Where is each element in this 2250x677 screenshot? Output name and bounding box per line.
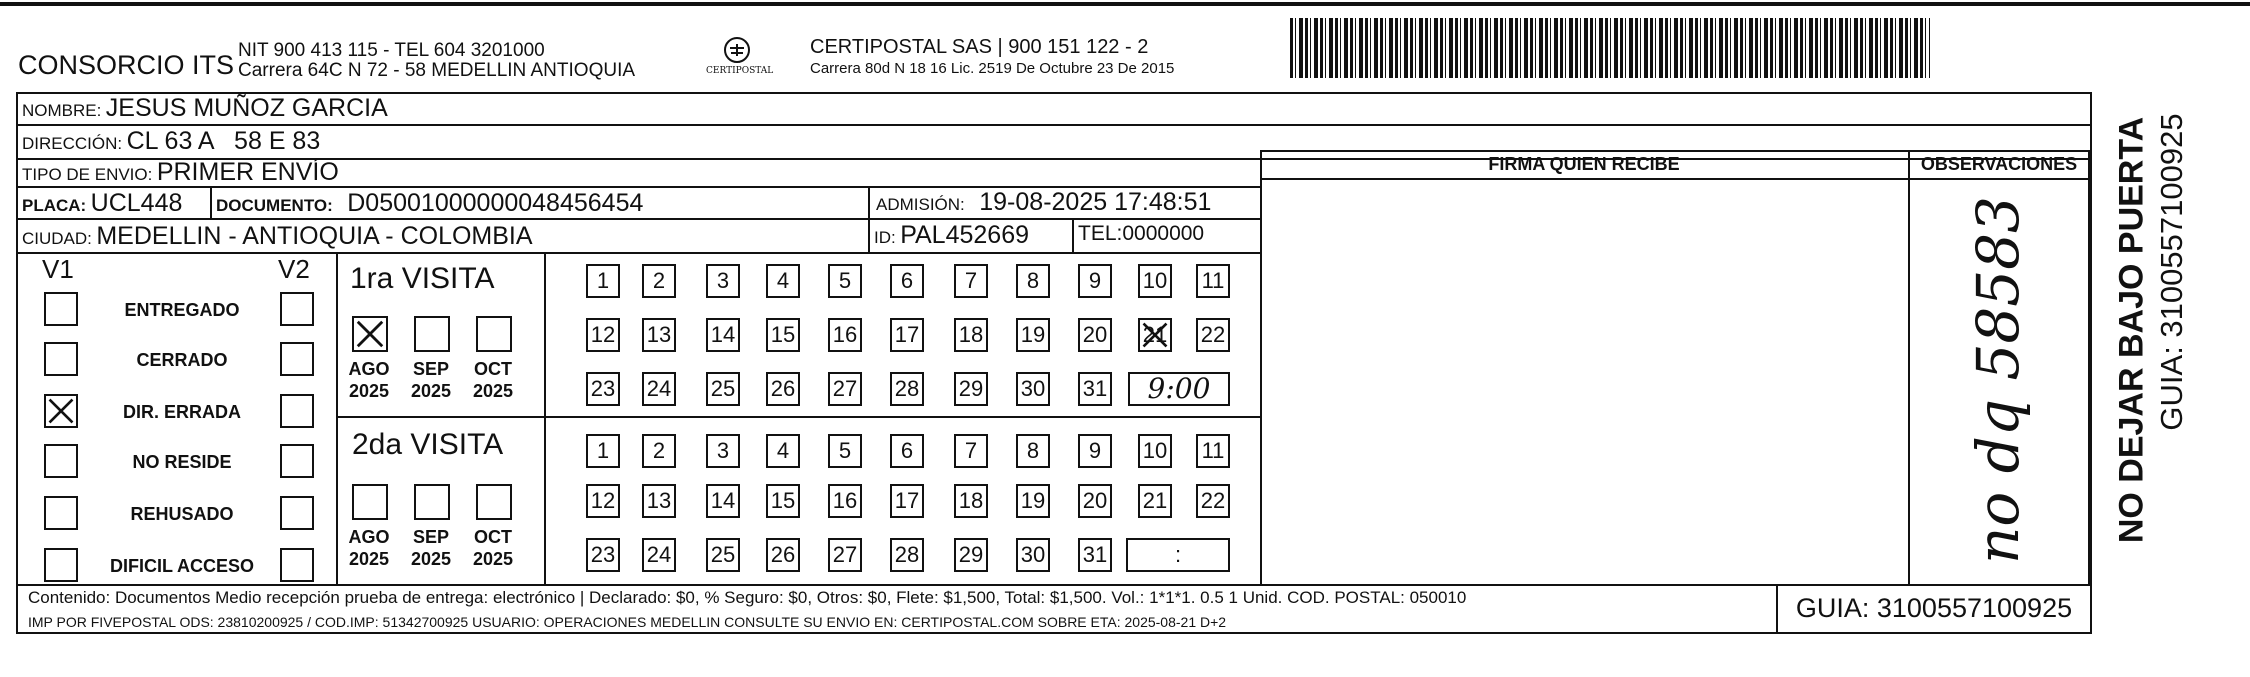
footer-contenido: Contenido: Documentos Medio recepción prueba de entrega: electrónico | Declarado: $0, % Seguro: $0, Otros: $0, Flete: $1,500, Total: $1,500. Vol.: 1*1*1. 0.5 1 Unid. COD. POSTAL: 050010 bbox=[28, 588, 1467, 607]
v2-checkbox[interactable] bbox=[280, 548, 314, 582]
tipo-value: PRIMER ENVÍO bbox=[156, 158, 339, 186]
second-day-box[interactable]: 4 bbox=[766, 434, 800, 468]
ciudad-row bbox=[22, 222, 533, 251]
first-visit-title: 1ra VISITA bbox=[350, 262, 495, 295]
ciudad-value: MEDELLIN - ANTIOQUIA - COLOMBIA bbox=[96, 222, 533, 250]
nombre-value: JESUS MUÑOZ GARCIA bbox=[105, 94, 388, 122]
first-day-box[interactable]: 30 bbox=[1016, 372, 1050, 406]
second-day-box[interactable]: 26 bbox=[766, 538, 800, 572]
first-month-label: AGO 2025 bbox=[348, 359, 390, 401]
company-nit: NIT 900 413 115 - TEL 604 3201000 bbox=[238, 40, 545, 61]
second-day-box[interactable]: 16 bbox=[828, 484, 862, 518]
firma-header: FIRMA QUIEN RECIBE bbox=[1488, 154, 1680, 174]
first-day-box[interactable]: 26 bbox=[766, 372, 800, 406]
second-time-box[interactable]: : bbox=[1126, 538, 1230, 572]
nombre-label: NOMBRE: bbox=[22, 101, 102, 120]
first-day-box[interactable]: 9 bbox=[1078, 264, 1112, 298]
v1-checkbox[interactable] bbox=[44, 342, 78, 376]
first-month-checkbox[interactable] bbox=[414, 316, 450, 352]
second-day-box[interactable]: 31 bbox=[1078, 538, 1112, 572]
reason-label: CERRADO bbox=[136, 350, 228, 370]
second-month-label: SEP 2025 bbox=[410, 527, 452, 569]
first-day-box[interactable]: 4 bbox=[766, 264, 800, 298]
second-day-box[interactable]: 24 bbox=[642, 538, 676, 572]
second-day-box[interactable]: 3 bbox=[706, 434, 740, 468]
second-day-box[interactable]: 30 bbox=[1016, 538, 1050, 572]
divider bbox=[544, 252, 546, 584]
divider bbox=[868, 186, 870, 252]
first-month-label: SEP 2025 bbox=[410, 359, 452, 401]
placa-value: UCL448 bbox=[90, 189, 183, 217]
second-visit-title: 2da VISITA bbox=[352, 428, 504, 461]
direccion-row bbox=[22, 127, 320, 156]
tel-label: TEL: bbox=[1078, 222, 1123, 245]
company-name: CONSORCIO ITS bbox=[18, 50, 235, 80]
first-month-checkbox[interactable] bbox=[476, 316, 512, 352]
company-address: Carrera 64C N 72 - 58 MEDELLIN ANTIOQUIA bbox=[238, 60, 636, 81]
reason-label: DIFICIL ACCESO bbox=[109, 556, 254, 576]
tipo-label: TIPO DE ENVIO: bbox=[22, 165, 153, 184]
placa-row bbox=[22, 189, 182, 218]
second-month-label: OCT 2025 bbox=[472, 527, 514, 569]
certipostal-logo bbox=[706, 34, 774, 84]
v1-checkbox[interactable] bbox=[44, 548, 78, 582]
tel-value: 0000000 bbox=[1122, 222, 1205, 245]
divider bbox=[336, 252, 338, 584]
nombre-row bbox=[22, 94, 388, 123]
second-day-box[interactable]: 17 bbox=[890, 484, 924, 518]
carrier-line: CERTIPOSTAL SAS | 900 151 122 - 2 bbox=[810, 36, 1149, 58]
divider bbox=[1260, 150, 1262, 586]
second-month-label: AGO 2025 bbox=[348, 527, 390, 569]
first-day-box[interactable]: 11 bbox=[1196, 264, 1230, 298]
reason-label: NO RESIDE bbox=[132, 452, 232, 472]
second-day-box[interactable]: 29 bbox=[954, 538, 988, 572]
v1-checkbox[interactable] bbox=[44, 444, 78, 478]
divider bbox=[1908, 150, 1910, 586]
first-day-box[interactable]: 21 bbox=[1138, 318, 1172, 352]
admision-value: 19-08-2025 17:48:51 bbox=[979, 188, 1212, 216]
documento-value: D05001000000048456454 bbox=[347, 189, 644, 217]
second-day-box[interactable]: 18 bbox=[954, 484, 988, 518]
documento-label: DOCUMENTO: bbox=[216, 196, 333, 215]
first-day-box[interactable]: 1 bbox=[586, 264, 620, 298]
second-month-checkbox[interactable] bbox=[352, 484, 388, 520]
documento-row bbox=[216, 189, 643, 218]
side-guia: GUIA: 3100557100925 bbox=[2154, 113, 2189, 431]
first-day-box[interactable]: 27 bbox=[828, 372, 862, 406]
second-day-box[interactable]: 25 bbox=[706, 538, 740, 572]
first-day-box[interactable]: 6 bbox=[890, 264, 924, 298]
v2-checkbox[interactable] bbox=[280, 496, 314, 530]
first-month-checkbox[interactable] bbox=[352, 316, 388, 352]
top-border bbox=[0, 2, 2250, 6]
second-day-box[interactable]: 7 bbox=[954, 434, 988, 468]
first-day-box[interactable]: 15 bbox=[766, 318, 800, 352]
v2-checkbox[interactable] bbox=[280, 444, 314, 478]
first-day-box[interactable]: 22 bbox=[1196, 318, 1230, 352]
handwritten-observation: no dq 58583 bbox=[1964, 196, 2032, 564]
first-day-box[interactable]: 7 bbox=[954, 264, 988, 298]
admision-row bbox=[876, 188, 1211, 217]
tel-row bbox=[1078, 222, 1204, 246]
second-day-box[interactable]: 11 bbox=[1196, 434, 1230, 468]
admision-label: ADMISIÓN: bbox=[876, 195, 965, 214]
row-line bbox=[16, 124, 2092, 126]
row-line bbox=[1260, 178, 2090, 180]
observaciones-header: OBSERVACIONES bbox=[1920, 154, 2078, 174]
v1-checkbox[interactable] bbox=[44, 496, 78, 530]
first-day-box[interactable]: 5 bbox=[828, 264, 862, 298]
tipo-row bbox=[22, 158, 339, 187]
reason-label: DIR. ERRADA bbox=[122, 402, 241, 422]
first-time-box[interactable]: 9:00 bbox=[1128, 372, 1230, 406]
second-day-box[interactable]: 28 bbox=[890, 538, 924, 572]
first-day-box[interactable]: 25 bbox=[706, 372, 740, 406]
second-month-checkbox[interactable] bbox=[414, 484, 450, 520]
second-day-box[interactable]: 15 bbox=[766, 484, 800, 518]
first-day-box[interactable]: 14 bbox=[706, 318, 740, 352]
second-day-box[interactable]: 9 bbox=[1078, 434, 1112, 468]
reason-label: ENTREGADO bbox=[124, 300, 240, 320]
carrier-address: Carrera 80d N 18 16 Lic. 2519 De Octubre 23 De 2015 bbox=[810, 60, 1175, 77]
first-day-box[interactable]: 13 bbox=[642, 318, 676, 352]
second-day-box[interactable]: 21 bbox=[1138, 484, 1172, 518]
second-day-box[interactable]: 1 bbox=[586, 434, 620, 468]
first-day-box[interactable]: 2 bbox=[642, 264, 676, 298]
first-day-box[interactable]: 10 bbox=[1138, 264, 1172, 298]
second-day-box[interactable]: 22 bbox=[1196, 484, 1230, 518]
first-day-box[interactable]: 23 bbox=[586, 372, 620, 406]
second-day-box[interactable]: 13 bbox=[642, 484, 676, 518]
placa-label: PLACA: bbox=[22, 196, 87, 215]
v2-checkbox[interactable] bbox=[280, 394, 314, 428]
first-day-box[interactable]: 18 bbox=[954, 318, 988, 352]
id-value: PAL452669 bbox=[900, 221, 1030, 249]
barcode bbox=[1290, 18, 1930, 78]
second-day-box[interactable]: 12 bbox=[586, 484, 620, 518]
second-day-box[interactable]: 23 bbox=[586, 538, 620, 572]
reason-label: REHUSADO bbox=[130, 504, 234, 524]
footer-imp: IMP POR FIVEPOSTAL ODS: 23810200925 / COD.IMP: 51342700925 USUARIO: OPERACIONES MEDELLIN CONSULTE SU ENVIO EN: CERTIPOSTAL.COM SOBRE ETA: 2025-08-21 D+2 bbox=[28, 614, 1227, 630]
direccion-label: DIRECCIÓN: bbox=[22, 134, 123, 153]
v2-label: V2 bbox=[278, 254, 310, 284]
v1-label: V1 bbox=[42, 254, 74, 284]
divider bbox=[2088, 150, 2090, 586]
footer-guia: GUIA: 3100557100925 bbox=[1795, 593, 2073, 623]
second-day-box[interactable]: 14 bbox=[706, 484, 740, 518]
second-day-box[interactable]: 2 bbox=[642, 434, 676, 468]
first-day-box[interactable]: 16 bbox=[828, 318, 862, 352]
first-day-box[interactable]: 28 bbox=[890, 372, 924, 406]
first-day-box[interactable]: 24 bbox=[642, 372, 676, 406]
v2-checkbox[interactable] bbox=[280, 292, 314, 326]
first-day-box[interactable]: 19 bbox=[1016, 318, 1050, 352]
second-day-box[interactable]: 10 bbox=[1138, 434, 1172, 468]
v2-checkbox[interactable] bbox=[280, 342, 314, 376]
second-month-checkbox[interactable] bbox=[476, 484, 512, 520]
second-day-box[interactable]: 5 bbox=[828, 434, 862, 468]
divider bbox=[1072, 218, 1074, 252]
first-day-box[interactable]: 8 bbox=[1016, 264, 1050, 298]
v1-checkbox[interactable] bbox=[44, 394, 78, 428]
v1-checkbox[interactable] bbox=[44, 292, 78, 326]
second-day-box[interactable]: 20 bbox=[1078, 484, 1112, 518]
second-day-box[interactable]: 19 bbox=[1016, 484, 1050, 518]
side-notice: NO DEJAR BAJO PUERTA bbox=[2112, 116, 2151, 544]
first-day-box[interactable]: 20 bbox=[1078, 318, 1112, 352]
logo-text: CERTIPOSTAL bbox=[706, 66, 774, 76]
divider bbox=[210, 186, 212, 218]
first-day-box[interactable]: 31 bbox=[1078, 372, 1112, 406]
first-day-box[interactable]: 29 bbox=[954, 372, 988, 406]
first-day-box[interactable]: 12 bbox=[586, 318, 620, 352]
id-row bbox=[874, 221, 1029, 250]
row-line bbox=[336, 416, 1260, 418]
second-day-box[interactable]: 27 bbox=[828, 538, 862, 572]
id-label: ID: bbox=[874, 228, 896, 247]
row-line bbox=[1260, 150, 2090, 152]
second-day-box[interactable]: 8 bbox=[1016, 434, 1050, 468]
second-day-box[interactable]: 6 bbox=[890, 434, 924, 468]
row-line bbox=[16, 252, 1260, 254]
first-day-box[interactable]: 3 bbox=[706, 264, 740, 298]
first-day-box[interactable]: 17 bbox=[890, 318, 924, 352]
direccion-value: CL 63 A 58 E 83 bbox=[126, 127, 321, 155]
first-month-label: OCT 2025 bbox=[472, 359, 514, 401]
ciudad-label: CIUDAD: bbox=[22, 229, 92, 248]
